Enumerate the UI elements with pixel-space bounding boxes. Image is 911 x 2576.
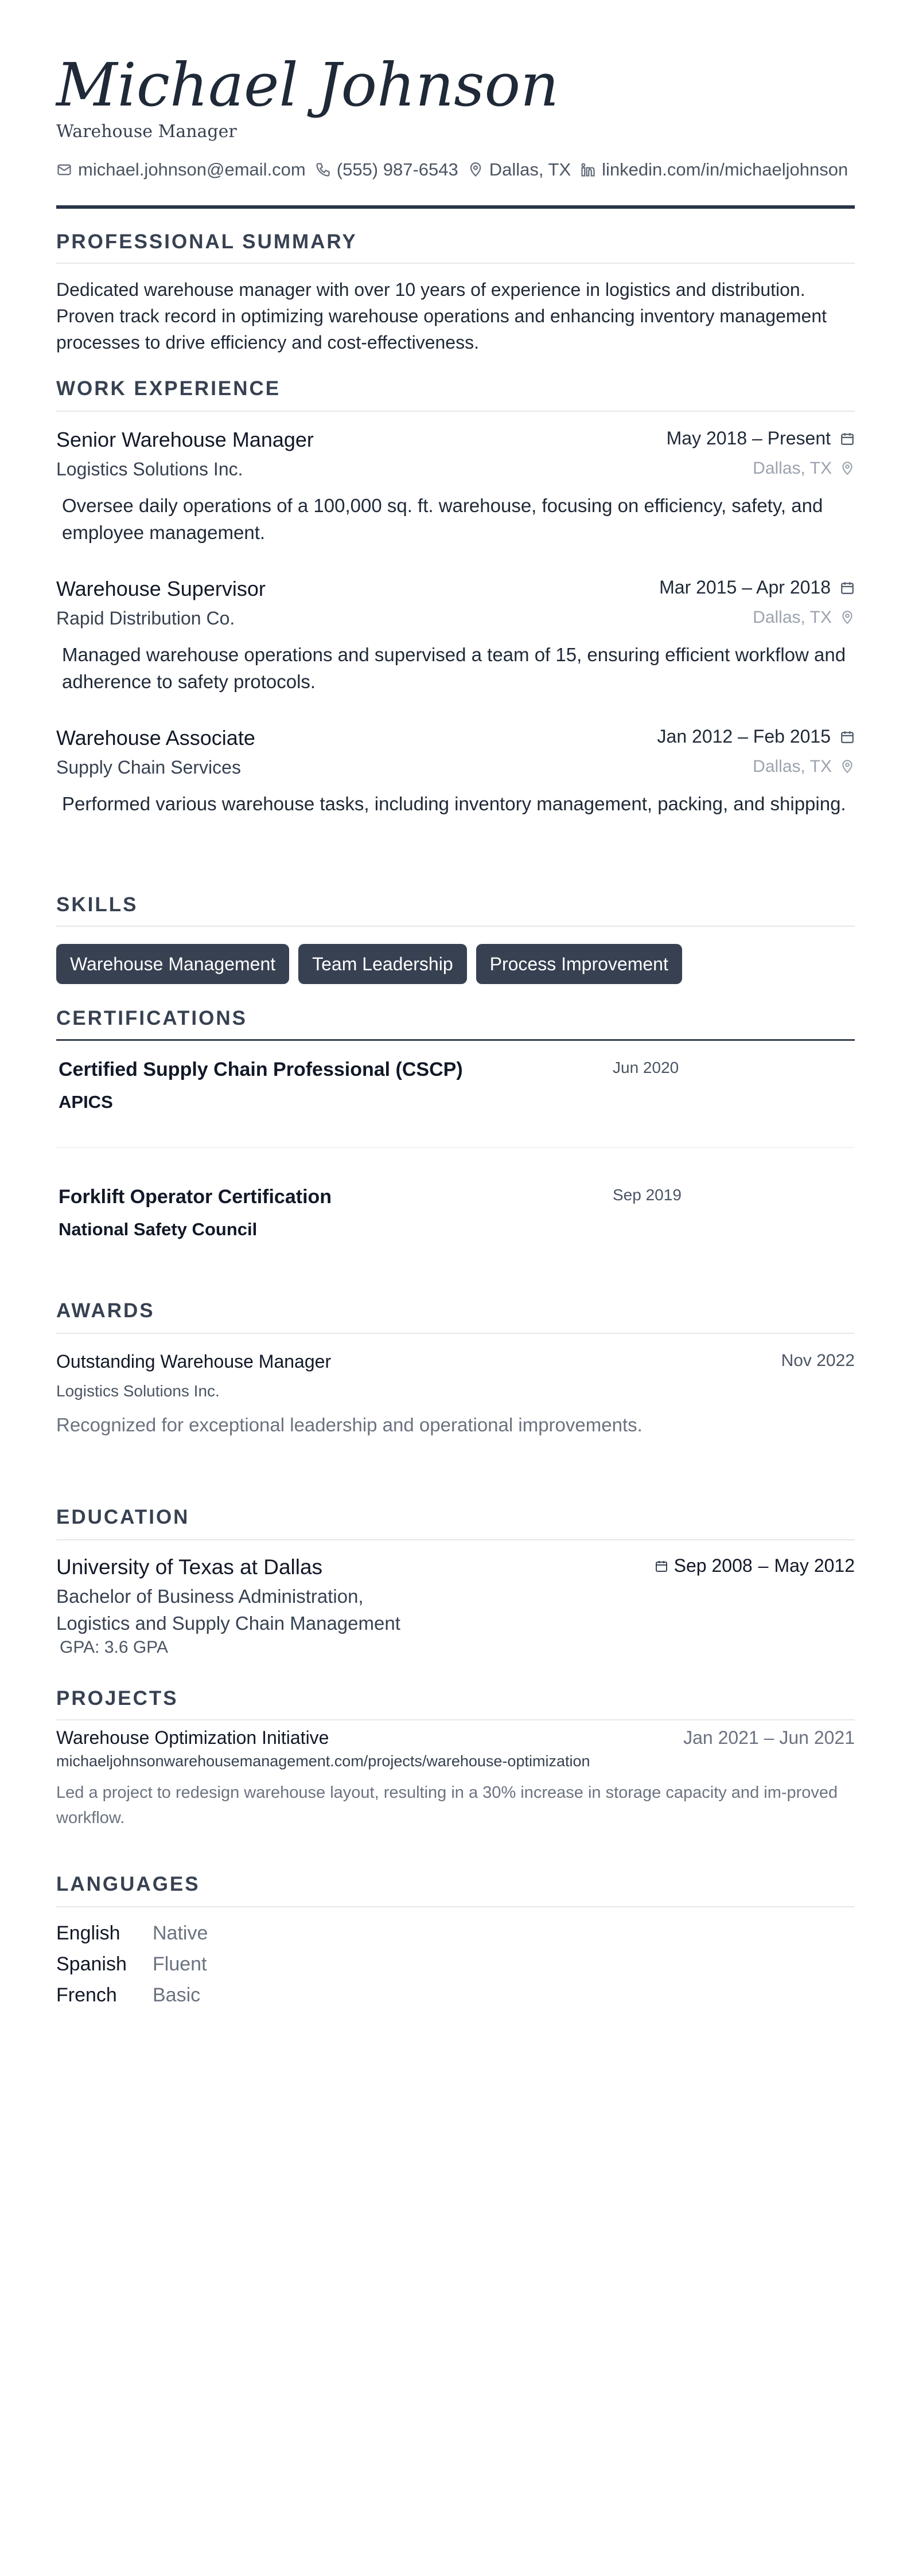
contact-linkedin[interactable] xyxy=(580,159,848,180)
award-org: Logistics Solutions Inc. xyxy=(56,1382,220,1400)
location-text: Dallas, TX xyxy=(489,159,571,179)
awards-divider xyxy=(56,1333,855,1334)
summary-divider xyxy=(56,263,855,264)
gpa-value: 3.6 GPA xyxy=(104,1638,168,1657)
language-level: Basic xyxy=(153,1984,201,2006)
job-description: Oversee daily operations of a 100,000 sq. ft. warehouse, focusing on efficiency, safety, and employee management. xyxy=(62,495,823,543)
job-dates xyxy=(659,577,855,598)
map-pin-icon xyxy=(840,759,855,774)
job-company: Rapid Distribution Co. xyxy=(56,608,235,629)
education-school: University of Texas at Dallas xyxy=(56,1555,323,1579)
linkedin-text: linkedin.com/in/michaeljohnson xyxy=(602,159,848,179)
education-end: May 2012 xyxy=(774,1555,855,1576)
skill-tag: Process Improvement xyxy=(476,944,682,984)
job-title: Senior Warehouse Manager xyxy=(56,428,314,451)
education-date-separator: – xyxy=(758,1555,769,1576)
map-pin-icon xyxy=(840,461,855,476)
calendar-icon xyxy=(840,580,855,595)
award-date: Nov 2022 xyxy=(781,1351,855,1370)
job-dates xyxy=(657,726,855,747)
experience-heading: WORK EXPERIENCE xyxy=(56,377,281,400)
award-description: Recognized for exceptional leadership and operational improvements. xyxy=(56,1414,643,1435)
skills-list xyxy=(56,944,682,984)
job-description: Managed warehouse operations and supervised a team of 15, ensuring efficient workflow and adherence to safety protocols. xyxy=(62,644,846,692)
projects-heading: PROJECTS xyxy=(56,1687,178,1709)
phone-text: (555) 987-6543 xyxy=(336,159,458,179)
language-name: English xyxy=(56,1922,120,1944)
projects-divider xyxy=(56,1719,855,1720)
linkedin-icon xyxy=(580,162,596,178)
job-company: Supply Chain Services xyxy=(56,757,241,778)
job-dates xyxy=(667,428,855,449)
summary-heading: PROFESSIONAL SUMMARY xyxy=(56,231,357,253)
cert-name: Forklift Operator Certification xyxy=(59,1186,332,1208)
cert-date: Sep 2019 xyxy=(613,1186,682,1204)
job-location xyxy=(753,459,855,478)
languages-divider xyxy=(56,1906,855,1907)
job-location-text: Dallas, TX xyxy=(753,608,832,627)
job-description: Performed various warehouse tasks, including inventory management, packing, and shipping. xyxy=(62,793,846,814)
job-location xyxy=(753,757,855,776)
cert-date: Jun 2020 xyxy=(613,1059,679,1076)
education-divider xyxy=(56,1539,855,1540)
skills-divider xyxy=(56,926,855,927)
project-dates: Jan 2021 – Jun 2021 xyxy=(683,1727,855,1748)
project-url[interactable]: michaeljohnsonwarehousemanagement.com/projects/warehouse-optimization xyxy=(56,1753,590,1770)
education-gpa xyxy=(60,1638,168,1657)
language-level: Fluent xyxy=(153,1953,207,1975)
project-title: Warehouse Optimization Initiative xyxy=(56,1727,329,1748)
education-heading: EDUCATION xyxy=(56,1506,190,1528)
skill-tag: Team Leadership xyxy=(298,944,466,984)
project-description: Led a project to redesign warehouse layout, resulting in a 30% increase in storage capacity and im-proved workflow. xyxy=(56,1783,838,1827)
education-degree-line: Logistics and Supply Chain Management xyxy=(56,1613,400,1634)
job-dates-text: Mar 2015 – Apr 2018 xyxy=(659,577,831,598)
award-title: Outstanding Warehouse Manager xyxy=(56,1351,332,1372)
job-location-text: Dallas, TX xyxy=(753,459,832,478)
skills-heading: SKILLS xyxy=(56,893,138,916)
cert-name: Certified Supply Chain Professional (CSCP) xyxy=(59,1059,463,1080)
gpa-label: GPA: xyxy=(60,1638,100,1657)
certifications-heading: CERTIFICATIONS xyxy=(56,1007,248,1029)
language-name: Spanish xyxy=(56,1953,127,1975)
education-dates xyxy=(655,1555,855,1576)
language-level: Native xyxy=(153,1922,208,1944)
mail-icon xyxy=(56,162,72,178)
job-location xyxy=(753,608,855,627)
job-dates-text: Jan 2012 – Feb 2015 xyxy=(657,726,831,747)
contact-email[interactable] xyxy=(56,159,306,180)
language-name: French xyxy=(56,1984,117,2006)
education-start: Sep 2008 xyxy=(673,1555,753,1576)
job-title: Warehouse Associate xyxy=(56,726,255,750)
cert-issuer: APICS xyxy=(59,1092,113,1112)
calendar-icon xyxy=(840,431,855,446)
contact-location xyxy=(468,159,571,180)
email-text: michael.johnson@email.com xyxy=(78,159,306,179)
candidate-title: Warehouse Manager xyxy=(56,122,237,142)
cert-issuer: National Safety Council xyxy=(59,1219,258,1239)
awards-heading: AWARDS xyxy=(56,1299,155,1322)
contact-bar xyxy=(56,159,848,180)
job-company: Logistics Solutions Inc. xyxy=(56,459,243,479)
phone-icon xyxy=(315,162,331,178)
skill-tag: Warehouse Management xyxy=(56,944,289,984)
header-divider xyxy=(56,205,855,209)
candidate-name: Michael Johnson xyxy=(56,50,559,120)
certifications-divider xyxy=(56,1039,855,1041)
map-pin-icon xyxy=(468,162,484,178)
languages-heading: LANGUAGES xyxy=(56,1873,200,1895)
education-degree-line: Bachelor of Business Administration, xyxy=(56,1586,364,1607)
education-degree xyxy=(56,1583,492,1637)
job-title: Warehouse Supervisor xyxy=(56,577,266,600)
experience-divider xyxy=(56,411,855,412)
contact-phone[interactable] xyxy=(315,159,458,180)
job-location-text: Dallas, TX xyxy=(753,757,832,776)
calendar-icon xyxy=(840,729,855,744)
job-dates-text: May 2018 – Present xyxy=(666,428,831,448)
calendar-icon xyxy=(655,1559,668,1573)
map-pin-icon xyxy=(840,610,855,625)
summary-text: Dedicated warehouse manager with over 10 years of experience in logistics and distribution. Proven track record in optimizing warehouse operations and enhancing inventory management processes to drive efficiency and cost-effectiveness. xyxy=(56,279,827,353)
cert-separator xyxy=(56,1147,855,1148)
